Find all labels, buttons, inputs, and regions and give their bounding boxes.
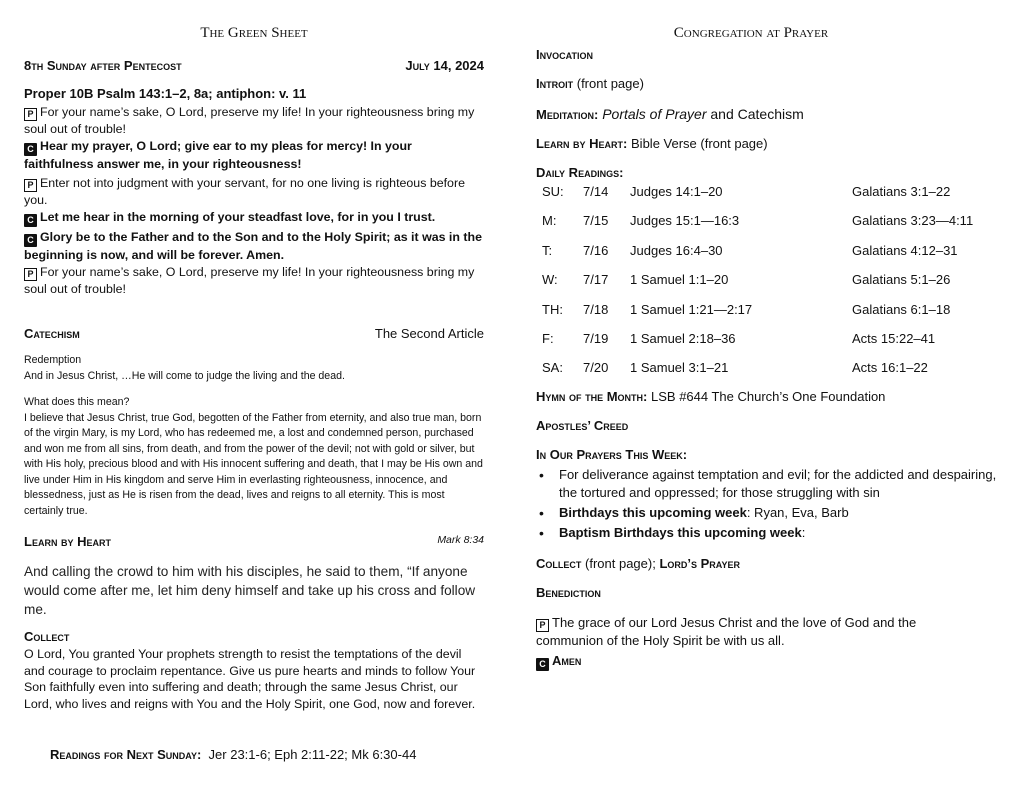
psalm-line: P For your name’s sake, O Lord, preserve my life! In your righteousness bring my soul out of trouble!: [24, 105, 475, 136]
prayers-label: In Our Prayers This Week:: [536, 447, 688, 462]
redemption-block: [24, 353, 484, 384]
catechism-label: Catechism: [24, 326, 80, 341]
service-date: July 14, 2024: [405, 58, 484, 73]
meaning-question: What does this mean?: [24, 396, 130, 408]
collect-text: O Lord, You granted Your prophets strength to resist the temptations of the devil and courage to proclaim repentance. Give us pure hearts and minds to follow Your Son faithfully even into suffering and death; through the same Jesus Christ, our Lord, who lives and reigns with You and the Holy Spirit, one God, now and forever.: [24, 647, 476, 711]
psalm-line: C Hear my prayer, O Lord; give ear to my pleas for mercy! In your faithfulness answer me, in your righteousness!: [24, 139, 412, 171]
benediction-label: Benediction: [536, 585, 601, 600]
congregation-badge: C: [24, 234, 37, 247]
sunday-label: 8th Sunday after Pentecost: [24, 58, 182, 73]
pastor-badge: P: [24, 108, 37, 121]
pastor-badge: P: [24, 268, 37, 281]
daily-readings-label: Daily Readings:: [536, 165, 624, 180]
psalm-line: P Enter not into judgment with your servant, for no one living is righteous before you.: [24, 176, 465, 207]
table-row: TH: 7/18 1 Samuel 1:21—2:17 Galatians 6:1–18: [542, 302, 951, 317]
collect-line: Collect (front page); Lord’s Prayer: [536, 556, 740, 571]
learn-reference: Mark 8:34: [437, 534, 484, 546]
congregation-badge: C: [536, 658, 549, 671]
header-row: [24, 58, 484, 73]
benediction-text: P The grace of our Lord Jesus Christ and the love of God and the communion of the Holy Spirit be with us all.: [536, 615, 917, 648]
introit: Introit (front page): [536, 76, 644, 91]
meaning-text: I believe that Jesus Christ, true God, begotten of the Father from eternity, and also true man, born of the virgin Mary, is my Lord, who has redeemed me, a lost and condemned person, purchased and won me from all sins, from death, and from the power of the devil; not with gold or silver, but with His holy, precious blood and with His innocent suffering and death, that I may be His own and live under Him in His kingdom and serve Him in everlasting righteousness, innocence, and blessedness, just as He is risen from the dead, lives and reigns to all eternity. This is most certainly true.: [24, 411, 483, 517]
congregation-badge: C: [24, 143, 37, 156]
table-row: T: 7/16 Judges 16:4–30 Galatians 4:12–31: [542, 243, 958, 258]
next-readings-label: Readings for Next Sunday: [50, 747, 197, 762]
amen-line: C Amen: [536, 653, 581, 671]
list-item: • Baptism Birthdays this upcoming week:: [536, 524, 1006, 542]
learn-by-heart: Learn by Heart: Bible Verse (front page): [536, 136, 768, 151]
meaning-block: [24, 395, 484, 519]
invocation: Invocation: [536, 47, 593, 62]
meditation: Meditation: Portals of Prayer and Catechism: [536, 106, 804, 122]
redemption-text: And in Jesus Christ, …He will come to judge the living and the dead.: [24, 369, 345, 382]
pastor-badge: P: [536, 619, 549, 632]
psalm-line: P For your name’s sake, O Lord, preserve my life! In your righteousness bring my soul out of trouble!: [24, 265, 475, 296]
sheet-title: Congregation at Prayer: [673, 25, 829, 41]
apostles-creed: Apostles’ Creed: [536, 418, 629, 433]
learn-label: Learn by Heart: [24, 534, 112, 549]
next-readings-text: Jer 23:1-6; Eph 2:11-22; Mk 6:30-44: [208, 747, 417, 762]
congregation-badge: C: [24, 214, 37, 227]
table-row: SU: 7/14 Judges 14:1–20 Galatians 3:1–22: [542, 184, 951, 199]
prayer-list: [536, 466, 1006, 544]
learn-row: [24, 534, 484, 549]
collect-label: Collect: [24, 629, 70, 644]
list-item: • Birthdays this upcoming week: Ryan, Eva, Barb: [536, 504, 1006, 522]
catechism-article: The Second Article: [374, 326, 484, 341]
list-item: • For deliverance against temptation and evil; for the addicted and despairing, the tortured and oppressed; for those struggling with sin: [536, 466, 1006, 502]
hymn-of-month: Hymn of the Month: LSB #644 The Church’s One Foundation: [536, 389, 886, 404]
table-row: F: 7/19 1 Samuel 2:18–36 Acts 15:22–41: [542, 331, 936, 346]
catechism-row: [24, 326, 484, 341]
sheet-title: The Green Sheet: [200, 25, 308, 41]
psalm-line: C Let me hear in the morning of your steadfast love, for in you I trust.: [24, 209, 484, 227]
learn-verse: And calling the crowd to him with his disciples, he said to them, “If anyone would come after me, let him deny himself and take up his cross and follow me.: [24, 564, 476, 617]
redemption-title: Redemption: [24, 354, 82, 366]
table-row: M: 7/15 Judges 15:1—16:3 Galatians 3:23—4:11: [542, 213, 974, 228]
table-row: SA: 7/20 1 Samuel 3:1–21 Acts 16:1–22: [542, 360, 928, 375]
psalm-heading: Proper 10B Psalm 143:1–2, 8a; antiphon: v. 11: [24, 86, 307, 101]
pastor-badge: P: [24, 179, 37, 192]
next-readings: Readings for Next Sunday: Jer 23:1-6; Eph 2:11-22; Mk 6:30-44: [50, 747, 417, 762]
table-row: W: 7/17 1 Samuel 1:1–20 Galatians 5:1–26: [542, 272, 951, 287]
psalm-line: C Glory be to the Father and to the Son and to the Holy Spirit; as it was in the beginning is now, and will be forever. Amen.: [24, 230, 482, 262]
